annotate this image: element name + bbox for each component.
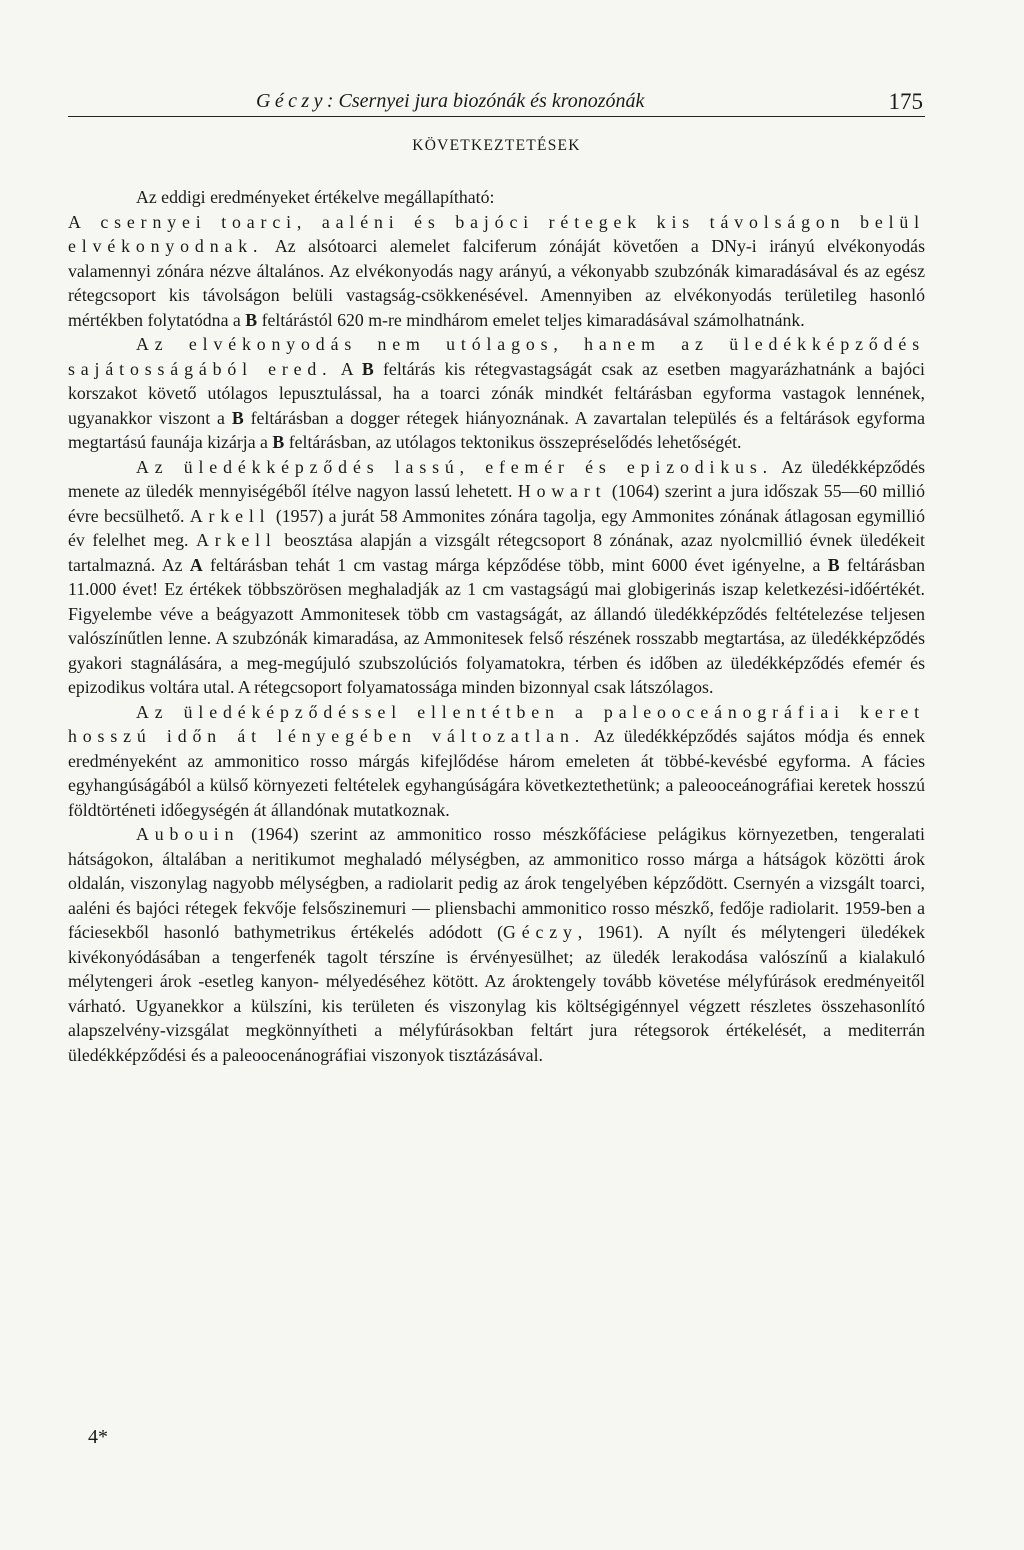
text-run: Az alsótoarci alemelet falciferum zónáját követően a DNy-i irányú elvékonyodás valamennyi zónára nézve általános. Az elvékonyodás nagy arányú, a vékonyabb szubzónák kimaradásával és az egész rétegcsoport kis távolságon belüli vastagság-csökkenésével. Amennyiben az elvékonyodás területileg hasonló mértékben folytatódna a bbox=[68, 236, 925, 330]
text-run: feltárásban 11.000 évet! Ez értékek többszörösen meghaladják az 1 cm vastagságú mai globigerinás iszap keletkezési-időértékét. Figyelembe véve a beágyazott Ammonitesek több cm vastagságát, az állandó üledékképződés feltételezése teljesen valószínűtlen lenne. A szubzónák kimaradása, az Ammonitesek felső részének rosszabb megtartása, az üledékképződés gyakori stagnálására, a meg-megújuló szubszolúciós folyamatokra, térben és időben az üledékképződés efemér és epizodikus voltára utal. A rétegcsoport folyamatossága minden bizonnyal csak látszólagos. bbox=[68, 554, 925, 697]
section-title: KÖVETKEZTETÉSEK bbox=[412, 137, 581, 154]
running-title bbox=[256, 90, 644, 113]
text-run: feltárásban tehát 1 cm vastag márga képződése több, mint 6000 évet igényelne, a bbox=[202, 554, 828, 575]
text-run: feltárásban a dogger rétegek hiányoznának. A zavartalan település és a feltárások egyforma megtartású faunája kizárja a bbox=[68, 407, 925, 452]
text-run: , 1961). A nyílt és mélytengeri üledékek kivékonyódásában a tengerfenék tagolt térszíne is érvényesülhet; az üledék lerakodása valószínű a kialakuló mélytengeri árok -esetleg kanyon- mélyedéséhez kötött. Az ároktengely tovább követése mélyfúrások eredményeitől várható. Ugyanekkor a külszíni, kis területen és viszonylag kis költségigénnyel végzett részletes összehasonlító alapszelvény-vizsgálat megkönnyítheti a mélyfúrásokban feltárt jura rétegsorok értékelését, a mediterrán üledékképződési és a paleoocenánográfiai viszonyok tisztázásával. bbox=[68, 922, 925, 1065]
body-text bbox=[68, 185, 925, 1067]
text-run: feltárásban, az utólagos tektonikus összepréselődés lehetőségét. bbox=[284, 432, 742, 452]
text-run: Az üledékképződés menete az üledék mennyiségéből ítélve nagyon lassú lehetett. bbox=[68, 456, 926, 501]
text-run: Az üledékképződés sajátos módja és ennek eredményeként az ammonitico rosso márgás kifejlődése három emeleten át többé-kevésbé egyforma. A fácies egyhangúságából a külső környezeti feltételek egyhangúságára következtethetünk; a paleooceánográfiai keretek hosszú földtörténeti időegységén át állandónak mutatkoznak. bbox=[68, 726, 926, 820]
spaced-emphasis: Az elvékonyodás nem utólagos, hanem az üledékképződés sajátosságából ered. bbox=[68, 334, 925, 379]
paragraph bbox=[68, 185, 925, 210]
text-run: (1957) a jurát 58 Ammonites zónára tagolja, egy Ammonites zónának átlagosan egymillió év felelhet meg. bbox=[68, 505, 925, 550]
page bbox=[68, 86, 925, 1067]
spaced-emphasis: Géczy bbox=[503, 922, 578, 942]
bold-label: B bbox=[361, 358, 374, 379]
text-run: feltárástól 620 m-re mindhárom emelet teljes kimaradásával számolhatnánk. bbox=[257, 309, 805, 330]
bold-label: B bbox=[272, 432, 285, 452]
header-title: Csernyei jura biozónák és kronozónák bbox=[338, 90, 645, 112]
signature-mark: 4* bbox=[88, 1426, 108, 1448]
text-run: (1964) szerint az ammonitico rosso mészkőfáciese pelágikus környezetben, tengeralati hátságokon, általában a neritikumot meghaladó mélységben, az ammonitico rosso márga a hátságok közötti árok oldalán, viszonylag nagyobb mélységben, a radiolarit pedig az árok tengelyében képződött. Csernyén a vizsgált toarci, aaléni és bajóci rétegek fekvője felsőszinemuri — pliensbachi ammonitico rosso mészkő, fedője radiolarit. 1959-ben a fáciesekből hasonló bathymetrikus értékelés adódott ( bbox=[68, 824, 925, 942]
spaced-emphasis: Arkell bbox=[196, 530, 277, 550]
header-separator: : bbox=[326, 90, 339, 112]
text-run: A bbox=[332, 358, 362, 379]
spaced-emphasis: A csernyei toarci, aaléni és bajóci rétegek kis távolságon belül elvékonyodnak. bbox=[68, 211, 925, 256]
bold-label: B bbox=[827, 554, 840, 575]
header-author: Géczy bbox=[256, 90, 327, 112]
paragraph bbox=[68, 210, 925, 333]
text-run: (1064) szerint a jura időszak 55—60 millió évre becsülhető. bbox=[68, 481, 925, 526]
paragraph bbox=[68, 700, 925, 823]
text-run: Az eddigi eredményeket értékelve megállapítható: bbox=[136, 187, 495, 207]
spaced-emphasis: Az üledéképződéssel ellentétben a paleooceánográfiai keret hosszú időn át lényegében változatlan. bbox=[68, 701, 925, 746]
text-run: beosztása alapján a vizsgált rétegcsoport 8 zónának, azaz nyolcmillió évnek üledékeit tartalmazná. Az bbox=[68, 530, 925, 575]
paragraph bbox=[68, 822, 925, 1067]
running-header bbox=[68, 86, 925, 117]
bold-label: B bbox=[231, 407, 244, 428]
paragraph bbox=[68, 455, 925, 700]
paragraph bbox=[68, 332, 925, 455]
spaced-emphasis: Arkell bbox=[189, 505, 271, 526]
text-run: feltárás kis rétegvastagságát csak az esetben magyarázhatnánk a bajóci korszakot követő utólagos lepusztulással, ha a toarci zónák mindkét feltárásban egyforma vastagok lennének, ugyanakkor viszont a bbox=[68, 358, 925, 428]
spaced-emphasis: Aubouin bbox=[136, 824, 240, 844]
bold-label: A bbox=[189, 554, 203, 575]
spaced-emphasis: Az üledékképződés lassú, efemér és epizodikus. bbox=[136, 456, 773, 477]
spaced-emphasis: Howart bbox=[517, 481, 607, 501]
bold-label: B bbox=[245, 309, 258, 330]
page-number: 175 bbox=[888, 89, 923, 114]
